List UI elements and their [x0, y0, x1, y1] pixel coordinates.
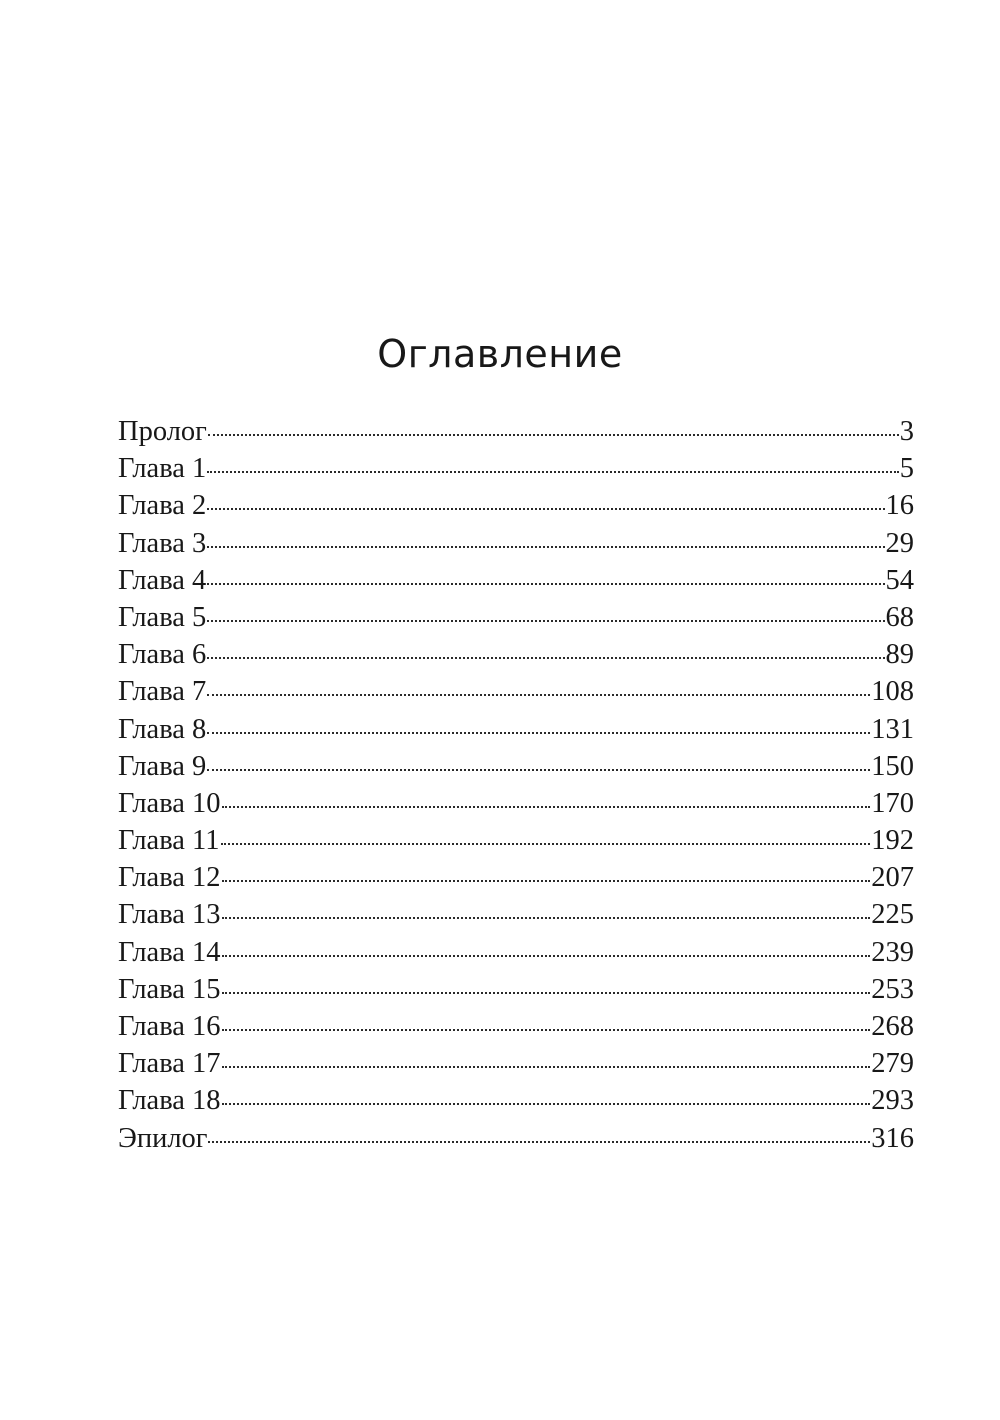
toc-entry-page-number: 68: [885, 601, 914, 633]
toc-entry-chapter-10: [118, 785, 914, 822]
toc-entry-page-number: 150: [871, 750, 914, 782]
toc-dot-leader: [207, 546, 884, 548]
toc-entry-page-number: 239: [871, 936, 914, 968]
toc-dot-leader: [222, 880, 871, 882]
toc-entry-label: Глава 7: [118, 676, 207, 708]
toc-entry-page-number: 131: [871, 713, 914, 745]
toc-entry-page-number: 207: [871, 862, 914, 894]
toc-entry-page-number: 54: [885, 564, 914, 596]
toc-entry-page-number: 89: [885, 639, 914, 671]
toc-entry-page-number: 192: [871, 825, 914, 857]
toc-dot-leader: [222, 917, 871, 919]
toc-entry-chapter-2: [118, 487, 914, 524]
toc-dot-leader: [222, 1103, 871, 1105]
toc-entry-label: Глава 15: [118, 973, 221, 1005]
toc-entry-epilogue: [118, 1120, 914, 1157]
toc-entry-page-number: 29: [885, 527, 914, 559]
toc-entry-chapter-16: [118, 1008, 914, 1045]
toc-list: [118, 413, 914, 1157]
toc-entry-page-number: 3: [899, 416, 914, 447]
toc-entry-label: Глава 10: [118, 787, 221, 819]
toc-entry-label: Глава 1: [118, 453, 207, 485]
toc-dot-leader: [222, 955, 871, 957]
toc-entry-label: Глава 9: [118, 750, 207, 782]
toc-dot-leader: [221, 843, 871, 845]
toc-entry-page-number: 225: [871, 899, 914, 931]
toc-entry-page-number: 268: [871, 1011, 914, 1042]
toc-entry-chapter-11: [118, 822, 914, 859]
toc-entry-chapter-13: [118, 896, 914, 933]
toc-dot-leader: [207, 732, 870, 734]
toc-entry-chapter-12: [118, 859, 914, 896]
toc-entry-label: Глава 6: [118, 639, 207, 671]
toc-dot-leader: [207, 657, 884, 659]
toc-entry-label: Пролог: [118, 416, 207, 447]
toc-entry-page-number: 170: [871, 787, 914, 819]
toc-dot-leader: [207, 769, 870, 771]
toc-dot-leader: [207, 508, 884, 510]
toc-entry-page-number: 253: [871, 973, 914, 1005]
toc-entry-chapter-15: [118, 971, 914, 1008]
toc-dot-leader: [207, 583, 884, 585]
toc-dot-leader: [222, 1029, 871, 1031]
toc-entry-label: Глава 13: [118, 899, 221, 931]
toc-entry-chapter-14: [118, 934, 914, 971]
toc-entry-label: Глава 16: [118, 1011, 221, 1042]
toc-entry-page-number: 316: [871, 1122, 914, 1154]
toc-entry-label: Глава 3: [118, 527, 207, 559]
toc-entry-page-number: 293: [871, 1085, 914, 1117]
toc-entry-label: Глава 5: [118, 601, 207, 633]
toc-entry-chapter-4: [118, 562, 914, 599]
toc-entry-chapter-17: [118, 1045, 914, 1082]
toc-entry-label: Эпилог: [118, 1122, 208, 1154]
toc-entry-chapter-3: [118, 525, 914, 562]
toc-dot-leader: [222, 1066, 871, 1068]
toc-dot-leader: [207, 694, 870, 696]
toc-entry-page-number: 279: [871, 1048, 914, 1080]
toc-entry-chapter-7: [118, 673, 914, 710]
toc-entry-page-number: 16: [885, 490, 914, 522]
toc-dot-leader: [208, 434, 899, 436]
toc-entry-prologue: [118, 413, 914, 450]
toc-entry-label: Глава 8: [118, 713, 207, 745]
toc-entry-chapter-18: [118, 1082, 914, 1119]
toc-entry-chapter-9: [118, 748, 914, 785]
toc-entry-label: Глава 14: [118, 936, 221, 968]
toc-dot-leader: [207, 620, 884, 622]
toc-entry-label: Глава 2: [118, 490, 207, 522]
toc-dot-leader: [222, 992, 871, 994]
toc-entry-label: Глава 12: [118, 862, 221, 894]
toc-entry-chapter-6: [118, 636, 914, 673]
toc-entry-chapter-5: [118, 599, 914, 636]
toc-entry-page-number: 5: [899, 453, 914, 485]
toc-dot-leader: [208, 1141, 870, 1143]
toc-entry-label: Глава 18: [118, 1085, 221, 1117]
toc-entry-chapter-8: [118, 711, 914, 748]
toc-dot-leader: [207, 471, 898, 473]
toc-entry-page-number: 108: [871, 676, 914, 708]
toc-entry-label: Глава 17: [118, 1048, 221, 1080]
toc-entry-chapter-1: [118, 450, 914, 487]
toc-dot-leader: [222, 806, 871, 808]
toc-entry-label: Глава 11: [118, 825, 220, 857]
toc-entry-label: Глава 4: [118, 564, 207, 596]
toc-title: Оглавление: [377, 332, 623, 376]
